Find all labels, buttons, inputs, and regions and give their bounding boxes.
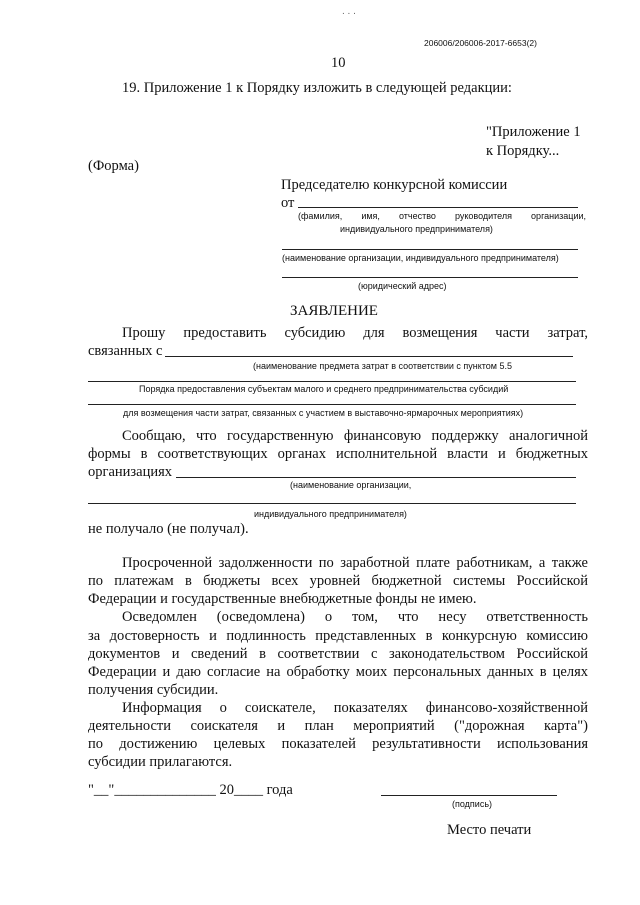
from-name-line [298, 207, 578, 208]
organization-name-line [282, 249, 578, 250]
stamp-place: Место печати [447, 822, 532, 838]
debt-line-2: по платежам в бюджеты всех уровней бюджетной системы Российской [88, 573, 588, 589]
support-line-4: не получало (не получал). [88, 521, 249, 537]
addressee-title: Председателю конкурсной комиссии [281, 177, 508, 193]
legal-address-line [282, 277, 578, 278]
support-line-3: организациях [88, 464, 173, 480]
support-line-2: формы в соответствующих органах исполнительной власти и бюджетных [88, 446, 588, 462]
appendix-line-2: к Порядку... [486, 143, 560, 159]
statement-heading: ЗАЯВЛЕНИЕ [290, 303, 378, 319]
date-field: "__"______________ 20____ года [88, 782, 293, 798]
caption-support-org-1: (наименование организации, [290, 480, 412, 490]
notified-line-2: за достоверность и подлинность представленных в конкурсную комиссию [88, 628, 588, 644]
page-number: 10 [331, 55, 346, 71]
support-entrepreneur-line [88, 503, 576, 504]
attached-line-1: Информация о соискателе, показателях финансово-хозяйственной [122, 700, 588, 716]
caption-costs: для возмещения части затрат, связанных с участием в выставочно-ярмарочных мероприятиях) [123, 408, 524, 418]
signature-line [381, 795, 557, 796]
notified-line-3: документов и сведений в соответствии с законодательством Российской [88, 646, 588, 662]
from-label: от [281, 195, 295, 211]
caption-organization: (наименование организации, индивидуального предпринимателя) [282, 253, 559, 263]
attached-line-2: деятельности соискателя и план мероприятий ("дорожная карта") [88, 718, 588, 734]
caption-order: Порядка предоставления субъектам малого и среднего предпринимательства субсидий [139, 384, 509, 394]
support-organization-line [176, 477, 576, 478]
appendix-line-1: "Приложение 1 [486, 124, 581, 140]
debt-line-1: Просроченной задолженности по заработной плате работникам, а также [122, 555, 588, 571]
caption-fio-line-2: индивидуального предпринимателя) [340, 224, 493, 234]
caption-cost-subject: (наименование предмета затрат в соответствии с пунктом 5.5 [253, 361, 513, 371]
attached-line-3: по достижению целевых показателей результативности использования [88, 736, 588, 752]
notified-line-5: получения субсидии. [88, 682, 219, 698]
debt-line-3: Федерации и государственные внебюджетные фонды не имею. [88, 591, 477, 607]
notified-line-4: Федерации и даю согласие на обработку моих персональных данных в целях [88, 664, 588, 680]
attached-line-4: субсидии прилагаются. [88, 754, 233, 770]
intro-paragraph: 19. Приложение 1 к Порядку изложить в следующей редакции: [122, 80, 512, 96]
caption-signature: (подпись) [452, 799, 493, 809]
request-line-1: Прошу предоставить субсидию для возмещения части затрат, [122, 325, 588, 341]
cost-subject-line [165, 356, 573, 357]
order-reference-line [88, 381, 576, 382]
caption-fio-line-1: (фамилия, имя, отчество руководителя организации, [298, 211, 586, 221]
costs-description-line [88, 404, 576, 405]
request-line-2: связанных с [88, 343, 163, 359]
notified-line-1: Осведомлен (осведомлена) о том, что несу ответственность [122, 609, 588, 625]
caption-legal-address: (юридический адрес) [358, 281, 447, 291]
support-line-1: Сообщаю, что государственную финансовую поддержку аналогичной [122, 428, 588, 444]
document-id: 206006/206006-2017-6653(2) [424, 38, 537, 48]
scan-dots: . . . [342, 6, 356, 17]
form-label: (Форма) [88, 158, 139, 174]
caption-support-org-2: индивидуального предпринимателя) [254, 509, 407, 519]
